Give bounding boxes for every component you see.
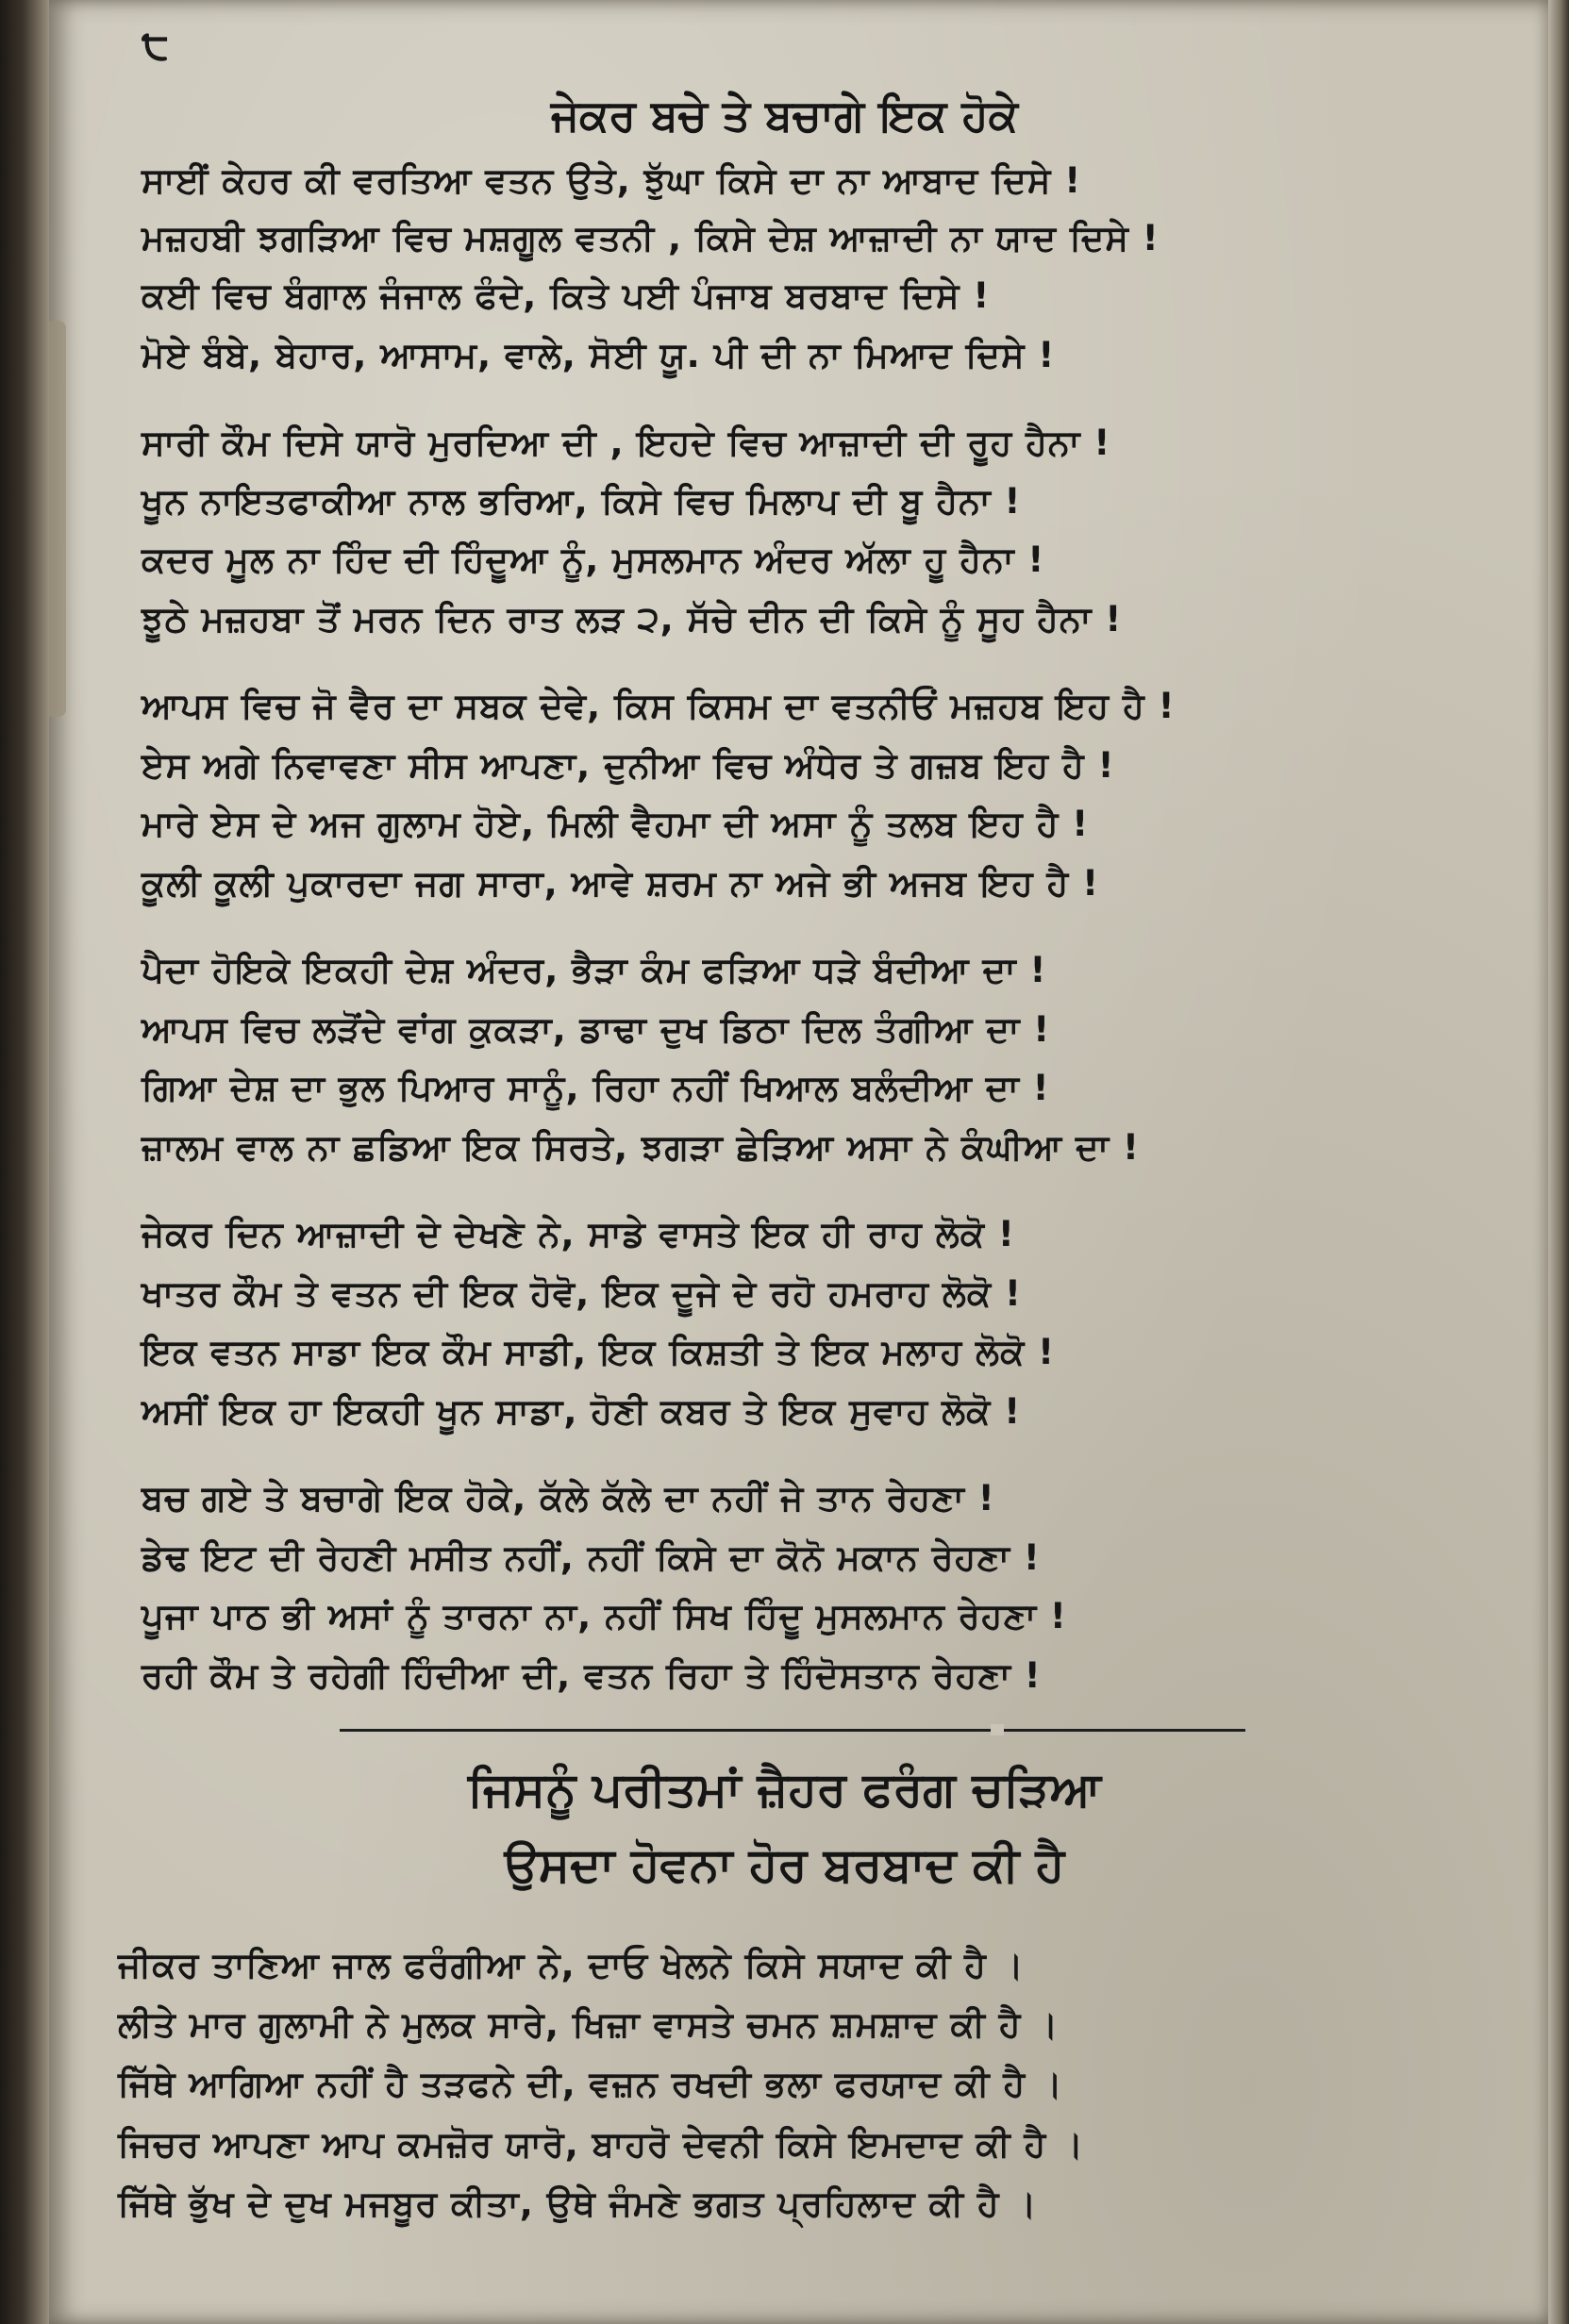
- poem2-line: ਜਿੱਥੇ ਆਗਿਆ ਨਹੀਂ ਹੈ ਤੜਫਨੇ ਦੀ, ਵਜ਼ਨ ਰਖਦੀ ਭਲਾ ਫਰਯਾਦ ਕੀ ਹੈ ।: [118, 2064, 1063, 2104]
- poem1-line: ਆਪਸ ਵਿਚ ਜੋ ਵੈਰ ਦਾ ਸਬਕ ਦੇਵੇ, ਕਿਸ ਕਿਸਮ ਦਾ ਵਤਨੀਓਂ ਮਜ਼ਹਬ ਇਹ ਹੈ !: [142, 686, 1176, 726]
- poem1-line: ਅਸੀਂ ਇਕ ਹਾ ਇਕਹੀ ਖੂਨ ਸਾਡਾ, ਹੋਣੀ ਕਬਰ ਤੇ ਇਕ ਸੁਵਾਹ ਲੋਕੋ !: [142, 1391, 1022, 1432]
- poem1-line: ਮਾਰੇ ਏਸ ਦੇ ਅਜ ਗੁਲਾਮ ਹੋਏ, ਮਿਲੀ ਵੈਹਮਾ ਦੀ ਅਸਾ ਨੂੰ ਤਲਬ ਇਹ ਹੈ !: [142, 804, 1090, 844]
- poem1-line: ਸਾਈਂ ਕੇਹਰ ਕੀ ਵਰਤਿਆ ਵਤਨ ਉਤੇ, ਝੁੱਘਾ ਕਿਸੇ ਦਾ ਨਾ ਆਬਾਦ ਦਿਸੇ !: [142, 160, 1082, 201]
- poem1-line: ਮਜ਼ਹਬੀ ਝਗੜਿਆ ਵਿਚ ਮਸ਼ਗੂਲ ਵਤਨੀ , ਕਿਸੇ ਦੇਸ਼ ਆਜ਼ਾਦੀ ਨਾ ਯਾਦ ਦਿਸੇ !: [142, 218, 1160, 258]
- poem1-line: ਇਕ ਵਤਨ ਸਾਡਾ ਇਕ ਕੌਮ ਸਾਡੀ, ਇਕ ਕਿਸ਼ਤੀ ਤੇ ਇਕ ਮਲਾਹ ਲੋਕੋ !: [142, 1332, 1056, 1372]
- poem1-line: ਗਿਆ ਦੇਸ਼ ਦਾ ਭੁਲ ਪਿਆਰ ਸਾਨੂੰ, ਰਿਹਾ ਨਹੀਂ ਖਿਆਲ ਬਲੰਦੀਆ ਦਾ !: [142, 1068, 1050, 1108]
- poem1-line: ਜੇਕਰ ਦਿਨ ਆਜ਼ਾਦੀ ਦੇ ਦੇਖਣੇ ਨੇ, ਸਾਡੇ ਵਾਸਤੇ ਇਕ ਹੀ ਰਾਹ ਲੋਕੋ !: [142, 1214, 1015, 1254]
- poem1-line: ਪੈਦਾ ਹੋਇਕੇ ਇਕਹੀ ਦੇਸ਼ ਅੰਦਰ, ਭੈੜਾ ਕੰਮ ਫੜਿਆ ਧੜੇ ਬੰਦੀਆ ਦਾ !: [142, 950, 1047, 990]
- poem1-line: ਬਚ ਗਏ ਤੇ ਬਚਾਗੇ ਇਕ ਹੋਕੇ, ਕੱਲੇ ਕੱਲੇ ਦਾ ਨਹੀਂ ਜੇ ਤਾਨ ਰੇਹਣਾ !: [142, 1478, 995, 1519]
- poem1-line: ਝੂਠੇ ਮਜ਼ਹਬਾ ਤੋਂ ਮਰਨ ਦਿਨ ਰਾਤ ਲੜ ੨, ਸੱਚੇ ਦੀਨ ਦੀ ਕਿਸੇ ਨੂੰ ਸੂਹ ਹੈਨਾ !: [142, 599, 1123, 639]
- divider-ornament: [991, 1724, 1004, 1735]
- poem1-line: ਕੂਲੀ ਕੂਲੀ ਪੁਕਾਰਦਾ ਜਗ ਸਾਰਾ, ਆਵੇ ਸ਼ਰਮ ਨਾ ਅਜੇ ਭੀ ਅਜਬ ਇਹ ਹੈ !: [142, 863, 1100, 904]
- poem2-line: ਜਿਚਰ ਆਪਣਾ ਆਪ ਕਮਜ਼ੋਰ ਯਾਰੋ, ਬਾਹਰੋ ਦੇਵਨੀ ਕਿਸੇ ਇਮਦਾਦ ਕੀ ਹੈ ।: [118, 2124, 1085, 2165]
- page-edge: [1548, 0, 1569, 2324]
- book-binding: [0, 0, 57, 2324]
- poem2-title-line1: ਜਿਸਨੂੰ ਪਰੀਤਮਾਂ ਜ਼ੈਹਰ ਫਰੰਗ ਚੜਿਆ: [467, 1762, 1102, 1817]
- poem1-line: ਆਪਸ ਵਿਚ ਲੜੋਂਦੇ ਵਾਂਗ ਕੁਕੜਾ, ਡਾਢਾ ਦੁਖ ਡਿਠਾ ਦਿਲ ਤੰਗੀਆ ਦਾ !: [142, 1009, 1051, 1050]
- poem1-line: ਖਾਤਰ ਕੌਮ ਤੇ ਵਤਨ ਦੀ ਇਕ ਹੋਵੋ, ਇਕ ਦੂਜੇ ਦੇ ਰਹੋ ਹਮਰਾਹ ਲੋਕੋ !: [142, 1273, 1022, 1314]
- section-divider: [340, 1729, 1245, 1732]
- poem2-title-line2: ਉਸਦਾ ਹੋਵਨਾ ਹੋਰ ਬਰਬਾਦ ਕੀ ਹੈ: [504, 1837, 1065, 1892]
- poem1-line: ਰਹੀ ਕੌਮ ਤੇ ਰਹੇਗੀ ਹਿੰਦੀਆ ਦੀ, ਵਤਨ ਰਿਹਾ ਤੇ ਹਿੰਦੋਸਤਾਨ ਰੇਹਣਾ !: [142, 1655, 1042, 1696]
- page-tear: [49, 321, 66, 717]
- poem2-line: ਜੀਕਰ ਤਾਣਿਆ ਜਾਲ ਫਰੰਗੀਆ ਨੇ, ਦਾਓ ਖੇਲਨੇ ਕਿਸੇ ਸਯਾਦ ਕੀ ਹੈ ।: [118, 1945, 1025, 1985]
- poem1-line: ਜ਼ਾਲਮ ਵਾਲ ਨਾ ਛਡਿਆ ਇਕ ਸਿਰਤੇ, ਝਗੜਾ ਛੇੜਿਆ ਅਸਾ ਨੇ ਕੰਘੀਆ ਦਾ !: [142, 1127, 1140, 1168]
- poem1-line: ਡੇਢ ਇਟ ਦੀ ਰੇਹਣੀ ਮਸੀਤ ਨਹੀਂ, ਨਹੀਂ ਕਿਸੇ ਦਾ ਕੋਨੋ ਮਕਾਨ ਰੇਹਣਾ !: [142, 1537, 1041, 1578]
- poem1-line: ਖੂਨ ਨਾਇਤਫਾਕੀਆ ਨਾਲ ਭਰਿਆ, ਕਿਸੇ ਵਿਚ ਮਿਲਾਪ ਦੀ ਬੂ ਹੈਨਾ !: [142, 481, 1022, 522]
- poem1-line: ਕਈ ਵਿਚ ਬੰਗਾਲ ਜੰਜਾਲ ਫੰਦੇ, ਕਿਤੇ ਪਈ ਪੰਜਾਬ ਬਰਬਾਦ ਦਿਸੇ !: [142, 275, 991, 316]
- poem2-line: ਜਿੱਥੇ ਭੁੱਖ ਦੇ ਦੁਖ ਮਜਬੂਰ ਕੀਤਾ, ਉਥੇ ਜੰਮਣੇ ਭਗਤ ਪ੍ਰਹਿਲਾਦ ਕੀ ਹੈ ।: [118, 2183, 1038, 2224]
- poem1-line: ਕਦਰ ਮੂਲ ਨਾ ਹਿੰਦ ਦੀ ਹਿੰਦੂਆ ਨੂੰ, ਮੁਸਲਮਾਨ ਅੰਦਰ ਅੱਲਾ ਹੂ ਹੈਨਾ !: [142, 540, 1045, 580]
- poem1-line: ਮੋਏ ਬੰਬੇ, ਬੇਹਾਰ, ਆਸਾਮ, ਵਾਲੇ, ਸੋਈ ਯੂ. ਪੀ ਦੀ ਨਾ ਮਿਆਦ ਦਿਸੇ !: [142, 335, 1056, 375]
- poem2-line: ਲੀਤੇ ਮਾਰ ਗੁਲਾਮੀ ਨੇ ਮੁਲਕ ਸਾਰੇ, ਖਿਜ਼ਾ ਵਾਸਤੇ ਚਮਨ ਸ਼ਮਸ਼ਾਦ ਕੀ ਹੈ ।: [118, 2004, 1060, 2045]
- poem1-line: ਸਾਰੀ ਕੌਮ ਦਿਸੇ ਯਾਰੋ ਮੁਰਦਿਆ ਦੀ , ਇਹਦੇ ਵਿਚ ਆਜ਼ਾਦੀ ਦੀ ਰੂਹ ਹੈਨਾ !: [142, 423, 1111, 463]
- poem1-line: ਪੂਜਾ ਪਾਠ ਭੀ ਅਸਾਂ ਨੂੰ ਤਾਰਨਾ ਨਾ, ਨਹੀਂ ਸਿਖ ਹਿੰਦੂ ਮੁਸਲਮਾਨ ਰੇਹਣਾ !: [142, 1596, 1067, 1636]
- page-number: ੮: [142, 21, 170, 69]
- poem1-title: ਜੇਕਰ ਬਚੇ ਤੇ ਬਚਾਗੇ ਇਕ ਹੋਕੇ: [551, 90, 1018, 141]
- poem1-line: ਏਸ ਅਗੇ ਨਿਵਾਵਣਾ ਸੀਸ ਆਪਣਾ, ਦੁਨੀਆ ਵਿਚ ਅੰਧੇਰ ਤੇ ਗਜ਼ਬ ਇਹ ਹੈ !: [142, 745, 1115, 786]
